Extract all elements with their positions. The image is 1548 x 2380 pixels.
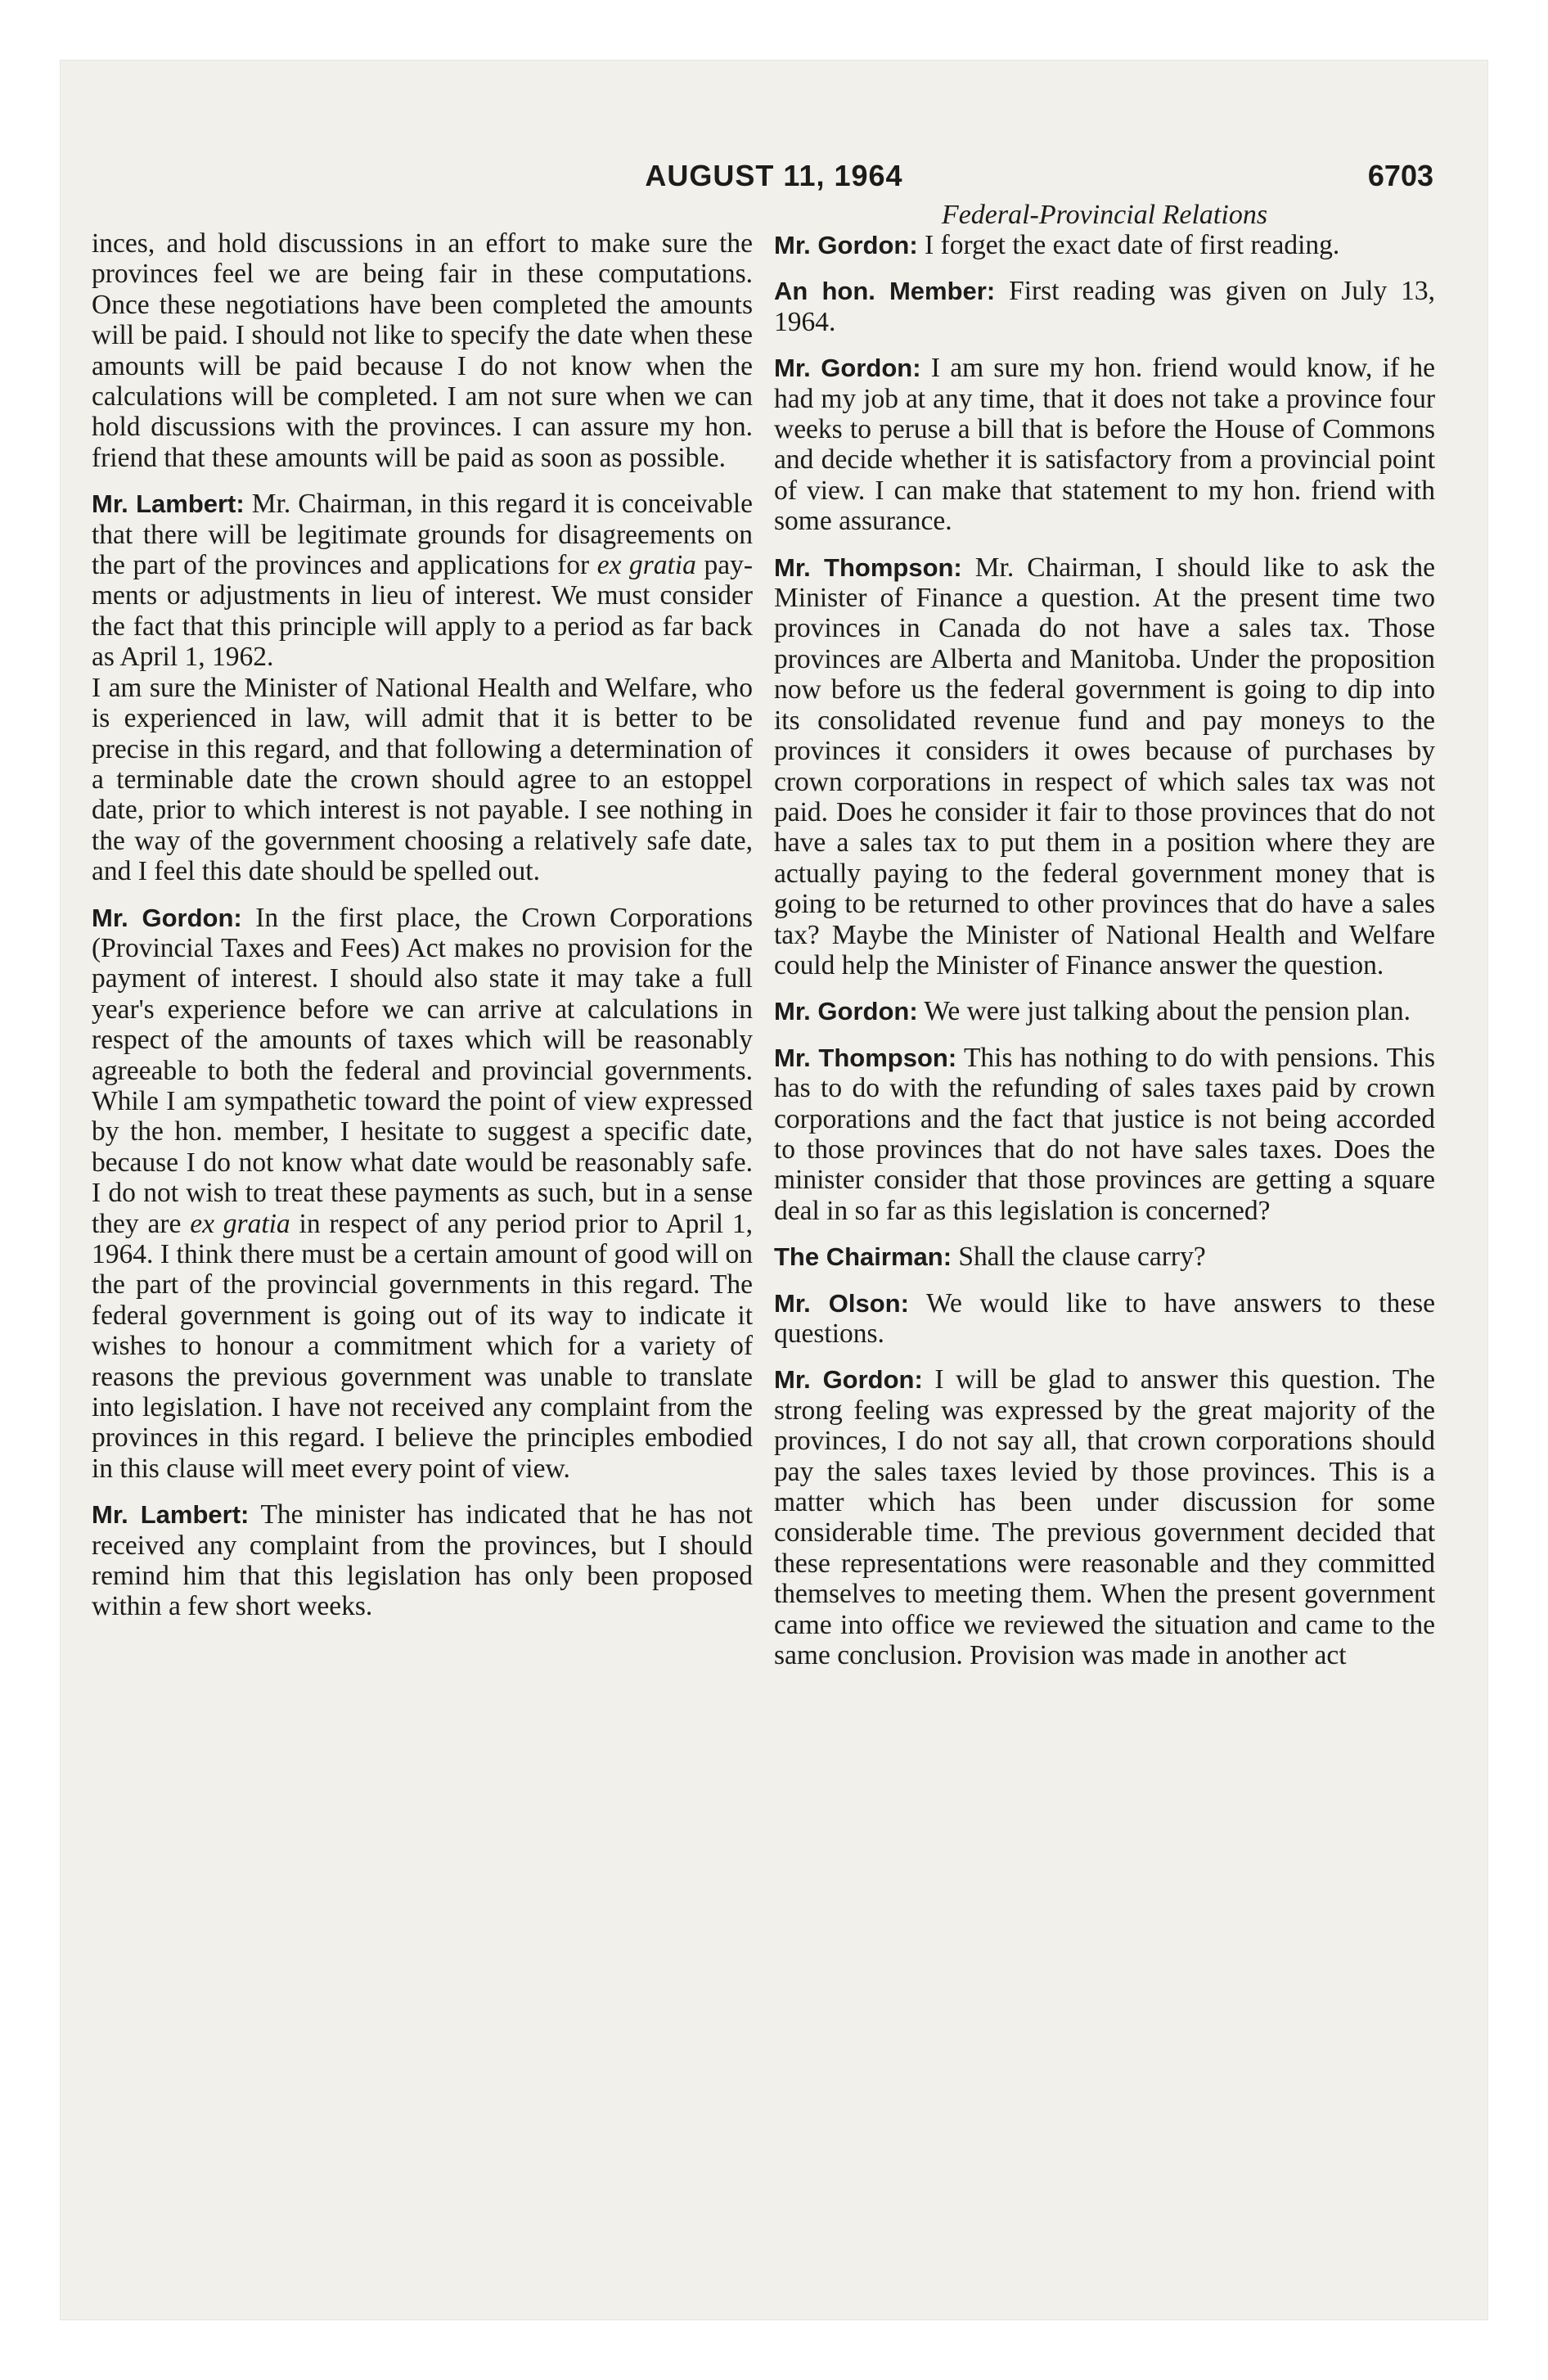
speaker-name: Mr. Lambert: (92, 1500, 250, 1530)
page-number: 6703 (1367, 159, 1433, 192)
page-header (61, 159, 1487, 200)
paragraph (774, 1288, 1435, 1350)
paragraph-text: Mr. Chairman, I should like to ask the Minister of Finance a question. At the present time two provinces in Canada do not have a sales tax. Those provinces are Alberta and Manitoba. Under the proposition now before us the federal government is going to dip into its consolidated revenue fund and pay moneys to the provinces it considers it owes because of purchases by crown corporations in respect of which sales tax was not paid. Does he consider it fair to those provinces that do not have a sales tax to put them in a position where they are actually paying to the federal government money that is going to be returned to other provinces that do have a sales tax? Maybe the Minister of National Health and Welfare could help the Minister of Finance answer the question. (774, 552, 1435, 980)
paragraph-text: First reading was given on July 13, 1964. (774, 276, 1435, 337)
paragraph-text: I forget the exact date of first reading. (917, 230, 1340, 260)
paragraph (774, 276, 1435, 337)
paragraph (92, 673, 753, 887)
paragraph-text: This has nothing to do with pensions. This has to do with the refunding of sales taxes paid by crown corporations and the fact that justice is not being accorded to those provinces that do not have sales taxes. Does the minister consider that those provinces are getting a square deal in so far as this legislation is concerned? (774, 1042, 1435, 1226)
speaker-name: Mr. Olson: (774, 1288, 909, 1318)
paragraph-text: We were just talking about the pension plan. (917, 996, 1411, 1027)
page (61, 61, 1487, 2319)
speaker-name: An hon. Member: (774, 277, 996, 306)
paragraph-text: The minister has indicated that he has not received any complaint from the provinces, but I should remind him that this legislation has only been proposed within a few short weeks. (92, 1499, 753, 1622)
latin-phrase: ex gratia (596, 550, 696, 581)
paragraph (92, 1499, 753, 1622)
paragraph-text: In the first place, the Crown Corporations (Provincial Taxes and Fees) Act makes no provision for the payment of interest. I should also state it may take a full year's experience before we can arrive at calculations in respect of the amounts of taxes which will be reasonably agreeable to both the federal and provincial governments. While I am sympathetic toward the point of view expressed by the hon. member, I hesitate to suggest a specific date, because I do not know what date would be reasonably safe. I do not wish to treat these payments as such, but in a sense they are ex gratia in respect of any period prior to April 1, 1964. I think there must be a certain amount of good will on the part of the provincial governments in this regard. The federal government is going out of its way to indicate it wishes to honour a commitment which for a variety of reasons the previous government was unable to translate into legislation. I have not received any complaint from the provinces in this regard. I believe the principles embodied in this clause will meet every point of view. (92, 902, 754, 1484)
paragraph (774, 996, 1435, 1026)
paragraph-text: We would like to have answers to these questions. (774, 1287, 1435, 1349)
speaker-name: Mr. Thompson: (774, 1043, 957, 1072)
speaker-name: Mr. Gordon: (92, 903, 242, 932)
paragraph (774, 1043, 1435, 1226)
paragraph (774, 230, 1435, 260)
speaker-name: Mr. Thompson: (774, 552, 962, 582)
paragraph (774, 353, 1435, 536)
paragraph (92, 228, 753, 473)
paragraph-text: I am sure the Minister of National Health and Welfare, who is experienced in law, will admit that it is better to be precise in this regard, and that following a determination of a terminable date the crown should agree to an estoppel date, prior to which interest is not payable. I see nothing in the way of the government choosing a relatively safe date, and I feel this date should be spelled out. (92, 672, 753, 887)
speaker-name: The Chairman: (774, 1242, 952, 1272)
paragraph (774, 552, 1435, 981)
paragraph-text: I am sure my hon. friend would know, if he had my job at any time, that it does not take a province four weeks to peruse a bill that is before the House of Commons and decide whether it is satisfactory from a provincial point of view. I can make that statement to my hon. friend with some assurance. (774, 353, 1435, 537)
speaker-name: Mr. Gordon: (774, 997, 918, 1026)
right-column (774, 200, 1435, 1670)
speaker-name: Mr. Gordon: (774, 231, 918, 259)
latin-phrase: ex gratia (190, 1208, 290, 1239)
speaker-name: Mr. Lambert: (92, 489, 245, 519)
paragraph-text: Mr. Chairman, in this regard it is conceivable that there will be legitimate grounds for disagreements on the part of the provinces and applications for ex gratia payments or adjustments in lieu of interest. We must consider the fact that this principle will apply to a period as far back as April 1, 1962. (92, 489, 754, 673)
speaker-name: Mr. Gordon: (774, 354, 921, 383)
paragraph (92, 903, 753, 1485)
page-date: AUGUST 11, 1964 (645, 159, 903, 192)
paragraph (92, 489, 753, 672)
paragraph-text: inces, and hold discussions in an effort to make sure the provinces feel we are being fair in these computations. Once these negotiations have been completed the amounts will be paid. I should not like to specify the date when these amounts will be paid because I do not know when the calculations will be completed. I am not sure when we can hold discussions with the provinces. I can assure my hon. friend that these amounts will be paid as soon as possible. (92, 228, 753, 473)
left-column (92, 228, 753, 1622)
paragraph (774, 1242, 1435, 1272)
paragraph (774, 1364, 1435, 1670)
paragraph-text: Shall the clause carry? (952, 1242, 1206, 1273)
paragraph-text: I will be glad to answer this question. The strong feeling was expressed by the great majority of the provinces, I do not say all, that crown corporations should pay the sales taxes levied by those provinces. This is a matter which has been under discussion for some considerable time. The previous government decided that these representations were reasonable and they committed themselves to meeting them. When the present government came into office we reviewed the situation and came to the same conclusion. Provision was made in another act (774, 1364, 1435, 1671)
running-title: Federal-Provincial Relations (941, 200, 1268, 230)
speaker-name: Mr. Gordon: (774, 1365, 923, 1395)
